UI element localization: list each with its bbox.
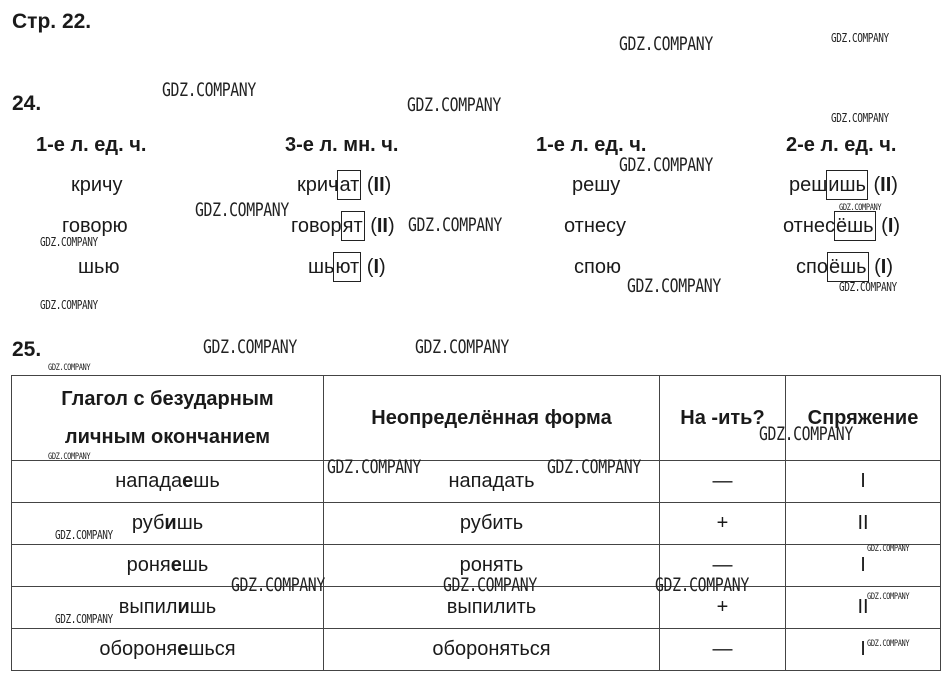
word-stem: спо xyxy=(796,256,828,278)
header-infinitive: Неопределённая форма xyxy=(324,376,660,461)
ending-box: ёшь xyxy=(827,252,869,282)
ending-box: ишь xyxy=(826,170,868,200)
watermark: GDZ.COMPANY xyxy=(48,452,91,462)
watermark: GDZ.COMPANY xyxy=(867,544,910,554)
watermark: GDZ.COMPANY xyxy=(655,574,749,596)
ends-it-cell: + xyxy=(660,587,786,629)
ex24-word: отнесу xyxy=(564,215,627,237)
ex24-col2-header: 3-е л. мн. ч. xyxy=(285,134,399,156)
word-stem: реш xyxy=(789,174,828,196)
watermark: GDZ.COMPANY xyxy=(619,154,713,176)
watermark: GDZ.COMPANY xyxy=(48,363,91,373)
conjugation-cell: II xyxy=(786,503,941,545)
conjugation-mark: II xyxy=(376,215,388,237)
watermark: GDZ.COMPANY xyxy=(195,199,289,221)
word-stem: отнес xyxy=(783,215,836,237)
table-row xyxy=(12,461,941,503)
ex24-word: спою xyxy=(574,256,621,278)
page-heading: Стр. 22. xyxy=(12,10,92,33)
watermark: GDZ.COMPANY xyxy=(759,423,853,445)
ex24-word-ending: решишь (II) xyxy=(789,170,898,200)
header-ends-it: На -ить? xyxy=(660,376,786,461)
conjugation-mark: I xyxy=(887,215,894,237)
watermark: GDZ.COMPANY xyxy=(867,639,910,649)
ex24-word-ending: кричат (II) xyxy=(297,170,391,200)
ex24-word: решу xyxy=(572,174,621,196)
watermark: GDZ.COMPANY xyxy=(203,336,297,358)
ends-it-cell: — xyxy=(660,545,786,587)
infinitive-cell: ронять xyxy=(324,545,660,587)
ending-box: ят xyxy=(341,211,365,241)
watermark: GDZ.COMPANY xyxy=(443,574,537,596)
watermark: GDZ.COMPANY xyxy=(415,336,509,358)
verb-cell: нападаешь xyxy=(12,461,324,503)
conjugation-mark: I xyxy=(373,256,379,278)
watermark: GDZ.COMPANY xyxy=(831,31,889,45)
infinitive-cell: обороняться xyxy=(324,629,660,671)
ex24-col4-header: 2-е л. ед. ч. xyxy=(786,134,897,156)
ex24-word: шью xyxy=(78,256,120,278)
word-stem: крич xyxy=(297,174,339,196)
ending-box: ёшь xyxy=(834,211,876,241)
watermark: GDZ.COMPANY xyxy=(55,528,113,542)
verb-cell: обороняешься xyxy=(12,629,324,671)
ex24-word-ending: споёшь (I) xyxy=(796,252,893,282)
watermark: GDZ.COMPANY xyxy=(627,275,721,297)
infinitive-cell: выпилить xyxy=(324,587,660,629)
conjugation-cell: I xyxy=(786,545,941,587)
ex24-word: кричу xyxy=(71,174,123,196)
ex24-word-ending: говорят (II) xyxy=(291,211,395,241)
ex24-word: говорю xyxy=(62,215,128,237)
watermark: GDZ.COMPANY xyxy=(547,456,641,478)
ex24-col1-header: 1-е л. ед. ч. xyxy=(36,134,147,156)
table-row xyxy=(12,503,941,545)
table-row xyxy=(12,629,941,671)
conjugation-table xyxy=(11,375,941,671)
word-stem: шь xyxy=(308,256,335,278)
watermark: GDZ.COMPANY xyxy=(619,33,713,55)
header-conjugation: Спряжение xyxy=(786,376,941,461)
word-stem: говор xyxy=(291,215,342,237)
conjugation-mark: II xyxy=(880,174,892,196)
watermark: GDZ.COMPANY xyxy=(162,79,256,101)
ending-box: ют xyxy=(333,252,361,282)
conjugation-cell: I xyxy=(786,629,941,671)
conjugation-mark: I xyxy=(880,256,887,278)
verb-cell: рубишь xyxy=(12,503,324,545)
watermark: GDZ.COMPANY xyxy=(40,298,98,312)
ex24-col3-header: 1-е л. ед. ч. xyxy=(536,134,647,156)
watermark: GDZ.COMPANY xyxy=(867,592,910,602)
conjugation-cell: II xyxy=(786,587,941,629)
verb-cell: роняешь xyxy=(12,545,324,587)
watermark: GDZ.COMPANY xyxy=(231,574,325,596)
table-header-row xyxy=(12,376,941,461)
exercise-24-number: 24. xyxy=(12,92,42,115)
watermark: GDZ.COMPANY xyxy=(40,235,98,249)
ends-it-cell: + xyxy=(660,503,786,545)
watermark: GDZ.COMPANY xyxy=(839,280,897,294)
ex24-word-ending: шьют (I) xyxy=(308,252,386,282)
watermark: GDZ.COMPANY xyxy=(831,111,889,125)
ex24-word-ending: отнесёшь (I) xyxy=(783,211,900,241)
header-verb: Глагол с безударным личным окончанием xyxy=(12,376,324,461)
conjugation-cell: I xyxy=(786,461,941,503)
ending-box: ат xyxy=(337,170,361,200)
verb-cell: выпилишь xyxy=(12,587,324,629)
infinitive-cell: нападать xyxy=(324,461,660,503)
watermark: GDZ.COMPANY xyxy=(55,612,113,626)
watermark: GDZ.COMPANY xyxy=(408,214,502,236)
infinitive-cell: рубить xyxy=(324,503,660,545)
ends-it-cell: — xyxy=(660,461,786,503)
exercise-25-number: 25. xyxy=(12,338,42,361)
watermark: GDZ.COMPANY xyxy=(327,456,421,478)
conjugation-mark: II xyxy=(373,174,385,196)
ends-it-cell: — xyxy=(660,629,786,671)
watermark: GDZ.COMPANY xyxy=(839,203,882,213)
watermark: GDZ.COMPANY xyxy=(407,94,501,116)
